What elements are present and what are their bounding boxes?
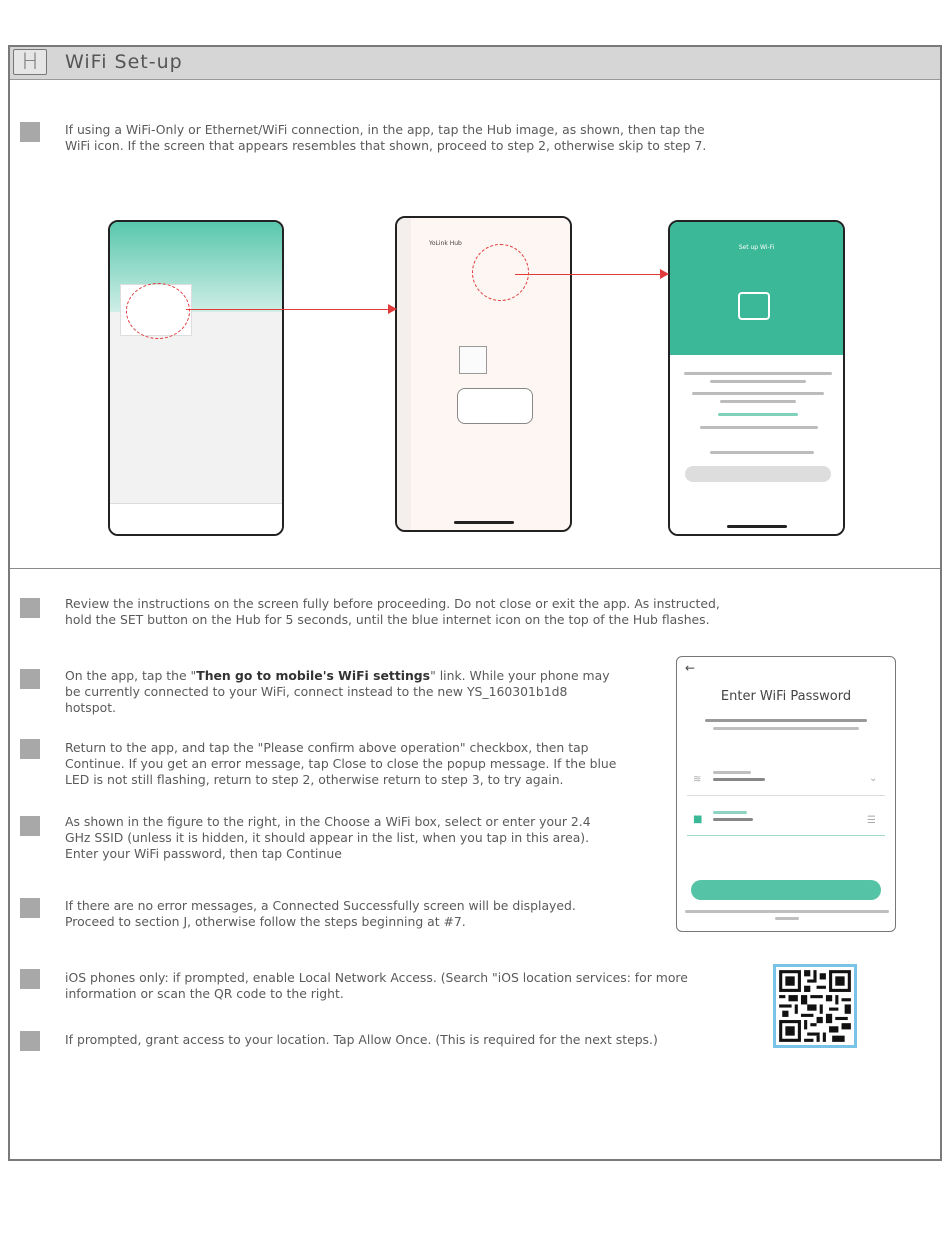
section-header (10, 47, 940, 80)
step-marker-6 (20, 898, 40, 918)
wifi-icon: ≋ (693, 774, 702, 785)
wall-outlet (459, 346, 487, 374)
highlight-circle-wifi (472, 244, 529, 301)
step-5-text: As shown in the figure to the right, in the Choose a WiFi box, select or enter your 2.4 GHz SSID (unless it is hidden, it should appear in the list, when you tap in this area). Enter your WiFi password, then tap Continue (65, 814, 591, 861)
arrow-1 (186, 309, 390, 310)
step-marker-4 (20, 739, 40, 759)
phone3-title: Set up Wi-Fi (738, 244, 775, 251)
arrow-1-head (388, 304, 397, 314)
step-marker-1 (20, 122, 40, 142)
tab-bar (110, 503, 282, 534)
lock-icon: ■ (693, 814, 703, 825)
step-1-text: If using a WiFi-Only or Ethernet/WiFi connection, in the app, tap the Hub image, as shown, then tap the WiFi icon. If the screen that appears resembles that shown, proceed to step 2, otherwise skip to step 7. (65, 122, 707, 153)
highlight-circle-hub (126, 283, 190, 339)
step-6-text: If there are no error messages, a Connected Successfully screen will be displayed. Proceed to section J, otherwise follow the steps beginning at #7. (65, 898, 576, 929)
wifi-password-screenshot (676, 656, 896, 932)
step-marker-7 (20, 969, 40, 989)
password-screen-title: Enter WiFi Password (720, 689, 852, 704)
section-divider (10, 568, 940, 569)
step-marker-5 (20, 816, 40, 836)
step-7-text: iOS phones only: if prompted, enable Local Network Access. (Search "iOS location services: for more information or scan the QR code to the right. (65, 970, 688, 1001)
step-marker-2 (20, 598, 40, 618)
step-2-text: Review the instructions on the screen fully before proceeding. Do not close or exit the app. As instructed, hold the SET button on the Hub for 5 seconds, until the blue internet icon on the top of the Hub flashes. (65, 596, 720, 627)
phone-screenshot-setup-wifi (668, 220, 845, 536)
step-3-text: On the app, tap the "Then go to mobile's WiFi settings" link. While your phone may be currently connected to your WiFi, connect instead to the new YS_160301b1d8 hotspot. (65, 668, 610, 715)
phone2-title: YoLink Hub (429, 240, 462, 247)
page-title: WiFi Set-up (65, 51, 183, 73)
arrow-2-head (660, 269, 669, 279)
chevron-down-icon: ⌄ (869, 773, 878, 784)
eye-icon: ☰ (867, 815, 876, 826)
hub-device (457, 388, 533, 424)
step-8-text: If prompted, grant access to your location. Tap Allow Once. (This is required for the next steps.) (65, 1032, 658, 1047)
qr-code (773, 964, 857, 1048)
back-arrow-icon: ← (685, 661, 696, 675)
phone-screenshot-home (108, 220, 284, 536)
continue-button (691, 880, 881, 900)
qr-code-graphic (776, 967, 854, 1045)
arrow-2 (515, 274, 661, 275)
step-marker-3 (20, 669, 40, 689)
router-icon (738, 292, 770, 320)
step-marker-8 (20, 1031, 40, 1051)
step-4-text: Return to the app, and tap the "Please confirm above operation" checkbox, then tap Continue. If you get an error message, tap Close to close the popup message. If the blue LED is not still flashing, return to step 2, otherwise return to step 3, to try again. (65, 740, 617, 787)
section-letter: H (13, 49, 47, 75)
